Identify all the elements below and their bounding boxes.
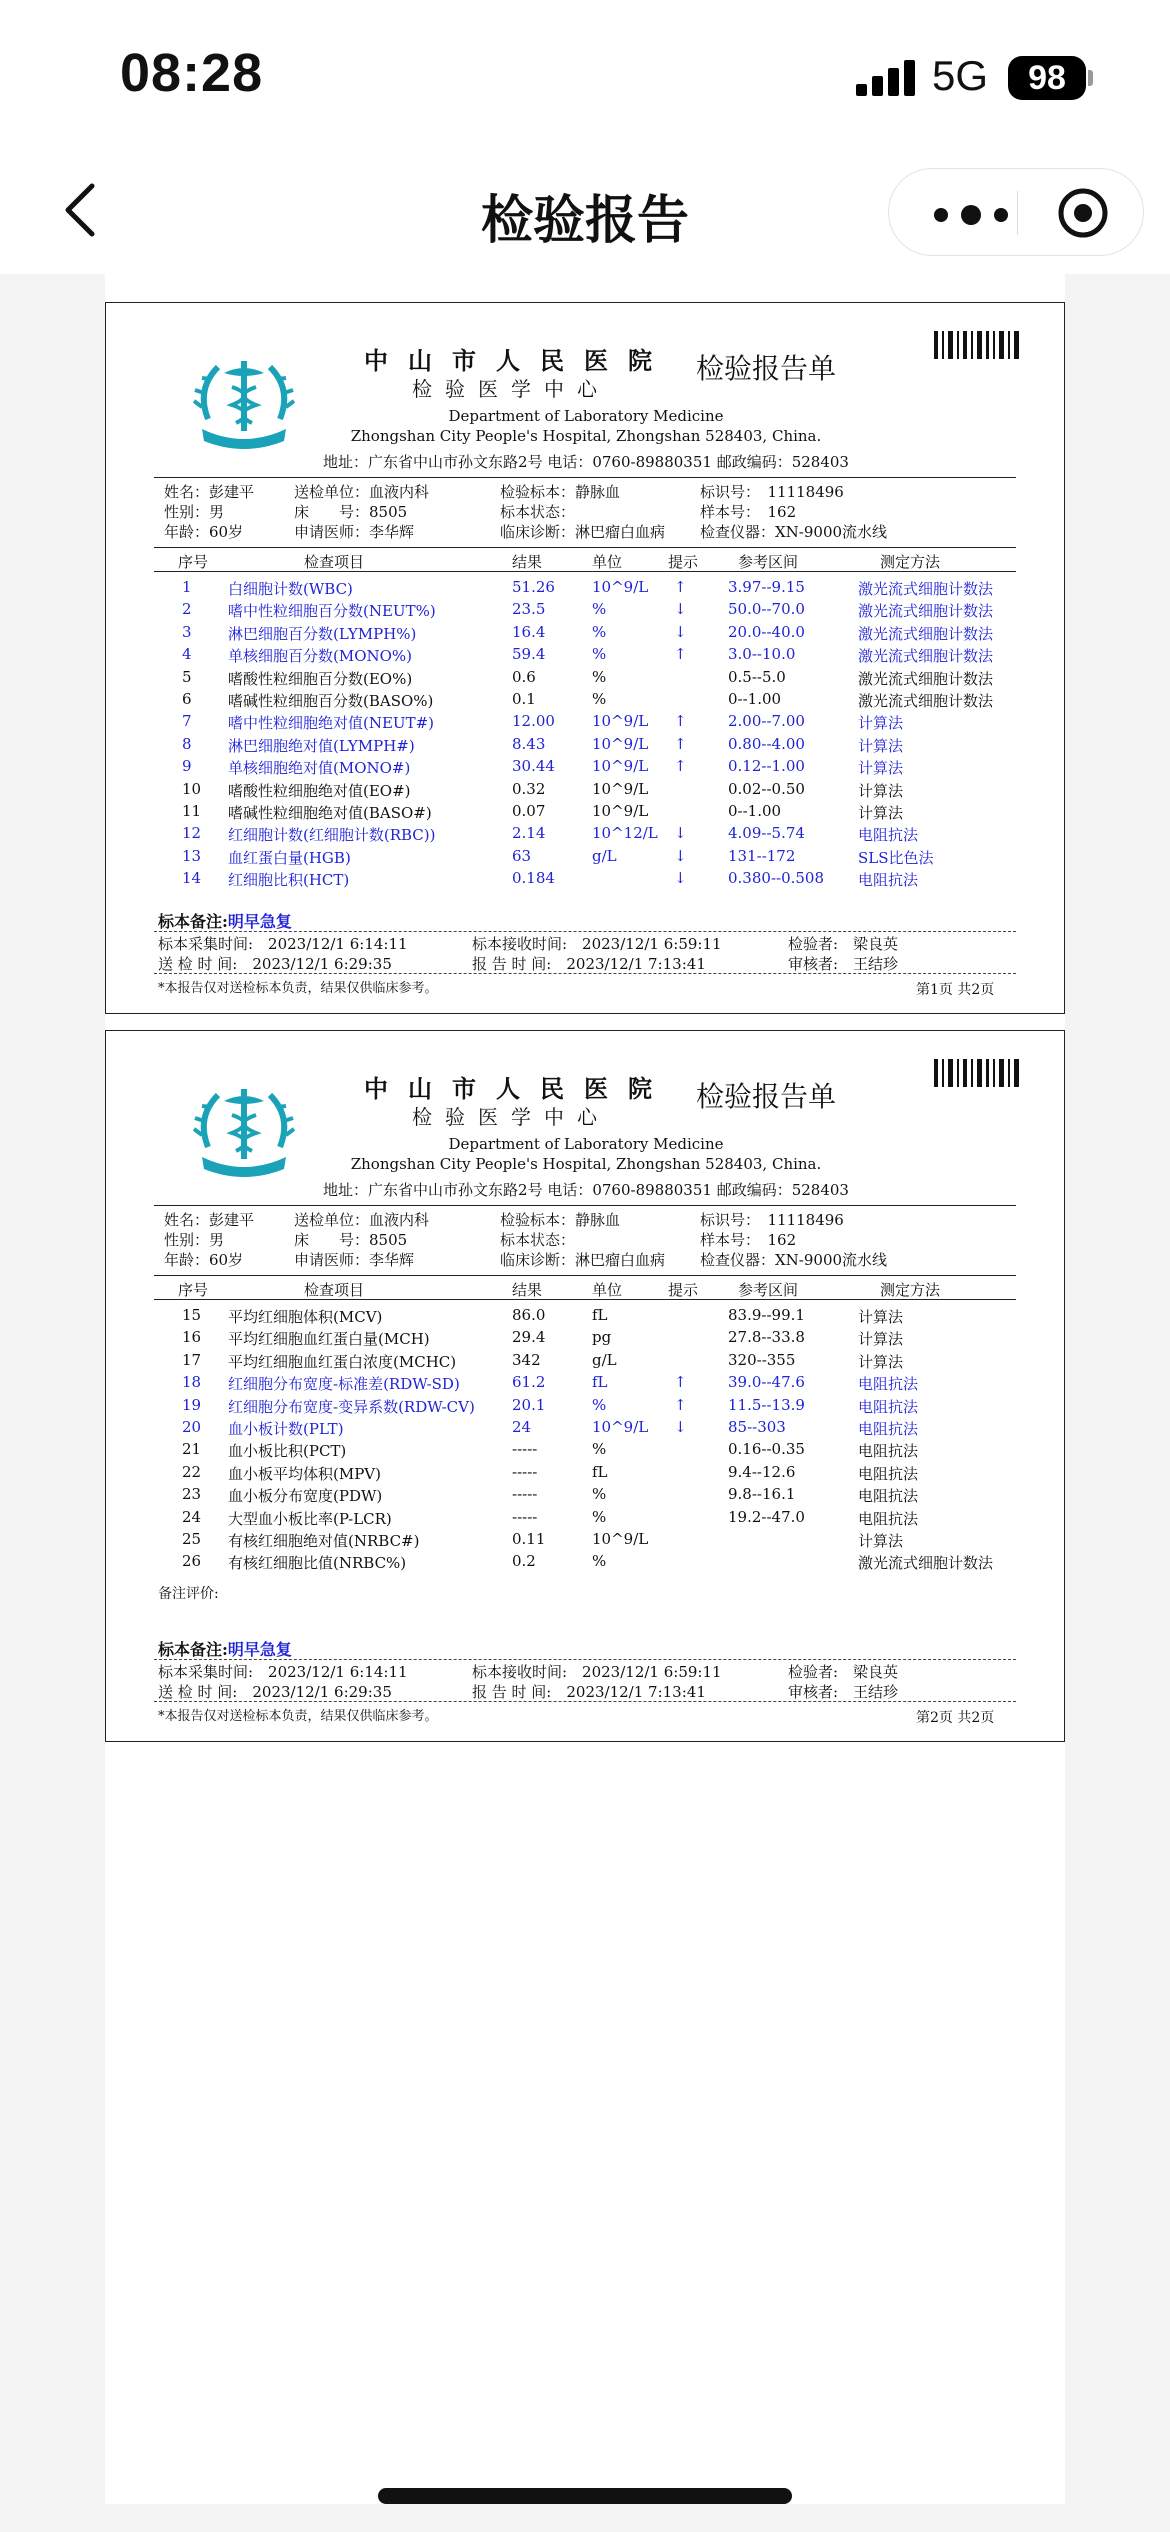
patient-name: 姓名：彭建平 [164, 483, 255, 501]
report-page-1 [105, 302, 1065, 1014]
row-unit: 10^9/L [592, 779, 649, 798]
battery-icon: 98 [1008, 56, 1086, 100]
table-row [106, 1373, 1066, 1395]
home-indicator [378, 2488, 792, 2504]
row-unit: % [592, 1485, 607, 1504]
row-item: 有核红细胞绝对值(NRBC#) [228, 1532, 420, 1550]
row-result: ----- [512, 1507, 538, 1526]
row-range: 19.2--47.0 [728, 1507, 805, 1526]
table-row [106, 1463, 1066, 1485]
table-row [106, 623, 1066, 645]
collect-time: 标本采集时间: 2023/12/1 6:14:11 [158, 935, 408, 953]
page-number: 第2页 共2页 [916, 1710, 995, 1726]
row-item: 平均红细胞血红蛋白量(MCH) [228, 1330, 430, 1349]
row-range: 0--1.00 [728, 690, 782, 708]
row-flag: ↑ [674, 734, 687, 753]
row-item: 单核细胞百分数(MONO%) [228, 647, 413, 666]
row-item: 平均红细胞体积(MCV) [228, 1308, 383, 1326]
divider [154, 547, 1016, 548]
close-target-icon[interactable] [1057, 187, 1109, 239]
table-row [106, 869, 1066, 891]
specimen-type: 检验标本：静脉血 [500, 483, 621, 501]
col-no: 序号 [178, 1281, 209, 1299]
table-row [106, 1328, 1066, 1350]
row-unit: % [592, 645, 607, 664]
row-flag: ↓ [674, 869, 687, 888]
row-item: 红细胞比积(HCT) [228, 871, 350, 890]
row-flag: ↑ [674, 645, 687, 664]
row-no: 24 [182, 1507, 202, 1526]
report-title: 检验报告单 [696, 1080, 837, 1113]
row-flag: ↓ [674, 846, 687, 865]
row-method: 电阻抗法 [858, 1420, 919, 1438]
reviewer: 审核者: 王结珍 [788, 955, 899, 973]
table-row [106, 1306, 1066, 1328]
id-number: 标识号： 11118496 [700, 1211, 844, 1229]
row-item: 血小板平均体积(MPV) [228, 1464, 381, 1483]
table-row [106, 735, 1066, 757]
row-no: 16 [182, 1328, 202, 1347]
row-method: SLS比色法 [858, 848, 934, 867]
specimen-remark: 标本备注:明早急复 [158, 1640, 292, 1659]
row-flag: ↑ [674, 1373, 687, 1392]
sample-number: 样本号： 162 [700, 503, 797, 521]
row-result: 59.4 [512, 645, 546, 664]
row-no: 26 [182, 1552, 202, 1571]
specimen-state: 标本状态： [500, 1231, 576, 1249]
row-method: 电阻抗法 [858, 1442, 919, 1461]
row-item: 单核细胞绝对值(MONO#) [228, 759, 411, 778]
dept-english: Department of Laboratory Medicine [448, 1135, 724, 1153]
requesting-doctor: 申请医师：李华辉 [294, 1251, 415, 1269]
col-item: 检查项目 [304, 1281, 365, 1299]
row-no: 14 [182, 869, 202, 888]
row-no: 20 [182, 1418, 202, 1436]
row-unit: % [592, 1440, 607, 1459]
row-method: 电阻抗法 [858, 1464, 919, 1483]
row-no: 12 [182, 824, 202, 843]
row-method: 电阻抗法 [858, 826, 919, 845]
collect-time: 标本采集时间: 2023/12/1 6:14:11 [158, 1663, 408, 1681]
row-result: ----- [512, 1440, 538, 1459]
table-row [106, 847, 1066, 869]
row-range: 50.0--70.0 [728, 600, 805, 619]
clinical-diagnosis: 临床诊断：淋巴瘤白血病 [500, 1251, 666, 1269]
row-flag: ↓ [674, 622, 687, 641]
row-no: 17 [182, 1350, 202, 1369]
row-result: ----- [512, 1462, 538, 1481]
page-title: 检验报告 [480, 191, 689, 251]
row-unit: % [592, 1507, 607, 1526]
row-range: 0.16--0.35 [728, 1440, 805, 1459]
row-unit: pg [592, 1328, 612, 1347]
row-result: 2.14 [512, 824, 546, 843]
row-unit: 10^9/L [592, 1530, 649, 1548]
hospital-english: Zhongshan City People's Hospital, Zhongshan 528403, China. [350, 427, 822, 445]
table-row [106, 690, 1066, 712]
row-item: 嗜中性粒细胞百分数(NEUT%) [228, 602, 436, 621]
row-method: 计算法 [858, 714, 904, 733]
row-item: 血小板计数(PLT) [228, 1420, 344, 1438]
table-row [106, 1396, 1066, 1418]
receive-time: 标本接收时间: 2023/12/1 6:59:11 [472, 935, 722, 953]
table-row [106, 1530, 1066, 1552]
row-result: 51.26 [512, 578, 555, 596]
row-range: 3.97--9.15 [728, 578, 805, 596]
disclaimer: *本报告仅对送检标本负责，结果仅供临床参考。 [158, 981, 438, 996]
report-title: 检验报告单 [696, 352, 837, 385]
row-no: 23 [182, 1485, 202, 1504]
hospital-address: 地址：广东省中山市孙文东路2号 电话：0760-89880351 邮政编码：528403 [323, 1181, 849, 1199]
col-range: 参考区间 [738, 1281, 799, 1299]
row-range: 39.0--47.6 [728, 1373, 805, 1392]
row-range: 0.380--0.508 [728, 869, 825, 888]
row-range: 20.0--40.0 [728, 622, 805, 641]
bed-number: 床 号：8505 [294, 1231, 408, 1249]
row-range: 4.09--5.74 [728, 824, 805, 843]
row-item: 嗜酸性粒细胞绝对值(EO#) [228, 781, 411, 800]
specimen-remark: 标本备注:明早急复 [158, 912, 292, 931]
divider [154, 1205, 1016, 1206]
row-method: 激光流式细胞计数法 [858, 647, 994, 666]
row-result: 0.6 [512, 667, 536, 686]
inspector: 检验者: 梁良英 [788, 1663, 899, 1681]
hospital-name: 中山市人民医院 [364, 1074, 672, 1103]
col-range: 参考区间 [738, 553, 799, 571]
barcode-icon [934, 331, 1022, 359]
row-no: 21 [182, 1440, 202, 1459]
row-no: 25 [182, 1530, 202, 1548]
row-flag: ↓ [674, 600, 687, 619]
row-range: 0.12--1.00 [728, 757, 805, 776]
row-unit: % [592, 690, 607, 708]
row-result: 23.5 [512, 600, 546, 619]
row-item: 嗜酸性粒细胞百分数(EO%) [228, 669, 413, 688]
status-bar [0, 0, 1170, 150]
mini-program-capsule [888, 168, 1144, 256]
row-unit: 10^9/L [592, 757, 649, 776]
report-page-2 [105, 1030, 1065, 1742]
row-range: 85--303 [728, 1418, 786, 1436]
row-flag: ↓ [674, 1418, 687, 1436]
row-method: 激光流式细胞计数法 [858, 1554, 994, 1573]
table-row [106, 1552, 1066, 1574]
row-method: 激光流式细胞计数法 [858, 624, 994, 643]
row-unit: 10^9/L [592, 802, 649, 820]
row-method: 计算法 [858, 1352, 904, 1371]
row-range: 9.8--16.1 [728, 1485, 796, 1504]
col-flag: 提示 [668, 553, 699, 571]
row-no: 7 [182, 712, 192, 731]
row-item: 平均红细胞血红蛋白浓度(MCHC) [228, 1352, 457, 1371]
cellular-signal-icon [856, 60, 916, 96]
receive-time: 标本接收时间: 2023/12/1 6:59:11 [472, 1663, 722, 1681]
row-result: 0.1 [512, 690, 536, 708]
row-result: 86.0 [512, 1306, 546, 1324]
row-no: 15 [182, 1306, 202, 1324]
row-unit: fL [592, 1306, 608, 1324]
row-no: 1 [182, 578, 192, 596]
row-result: ----- [512, 1485, 538, 1504]
barcode-icon [934, 1059, 1022, 1087]
row-unit: 10^12/L [592, 824, 658, 843]
row-no: 19 [182, 1395, 202, 1414]
row-result: 342 [512, 1350, 541, 1369]
col-item: 检查项目 [304, 553, 365, 571]
row-range: 27.8--33.8 [728, 1328, 805, 1347]
patient-age: 年龄：60岁 [164, 1251, 244, 1269]
row-method: 计算法 [858, 1532, 904, 1550]
row-no: 5 [182, 667, 192, 686]
sending-dept: 送检单位：血液内科 [294, 1211, 430, 1229]
row-no: 6 [182, 690, 192, 708]
capsule-divider [1017, 191, 1018, 235]
row-method: 计算法 [858, 1330, 904, 1349]
row-range: 11.5--13.9 [728, 1395, 805, 1414]
lab-center-name: 检验医学中心 [412, 1105, 610, 1129]
row-method: 激光流式细胞计数法 [858, 602, 994, 621]
row-unit: % [592, 600, 607, 619]
row-range: 0.02--0.50 [728, 779, 805, 798]
row-method: 电阻抗法 [858, 1397, 919, 1416]
row-unit: fL [592, 1462, 608, 1481]
row-result: 16.4 [512, 622, 546, 641]
row-no: 13 [182, 846, 202, 865]
row-range: 320--355 [728, 1350, 796, 1369]
specimen-type: 检验标本：静脉血 [500, 1211, 621, 1229]
row-unit: % [592, 1552, 607, 1571]
row-item: 红细胞分布宽度-变异系数(RDW-CV) [228, 1397, 475, 1416]
comment-label: 备注评价: [158, 1586, 219, 1602]
patient-gender: 性别：男 [164, 503, 225, 521]
row-no: 9 [182, 757, 192, 776]
row-method: 计算法 [858, 736, 904, 755]
row-item: 红细胞计数(红细胞计数(RBC)) [228, 826, 436, 845]
table-row [106, 1485, 1066, 1507]
send-time: 送 检 时 间: 2023/12/1 6:29:35 [158, 1683, 392, 1701]
row-method: 计算法 [858, 1308, 904, 1326]
row-no: 22 [182, 1462, 202, 1481]
report-time: 报 告 时 间: 2023/12/1 7:13:41 [472, 1683, 706, 1701]
row-method: 电阻抗法 [858, 1375, 919, 1394]
hospital-name: 中山市人民医院 [364, 346, 672, 375]
table-row [106, 645, 1066, 667]
row-range: 9.4--12.6 [728, 1462, 796, 1481]
table-row [106, 712, 1066, 734]
row-method: 激光流式细胞计数法 [858, 580, 994, 598]
battery-tip [1088, 70, 1093, 86]
network-type: 5G [932, 52, 989, 99]
row-unit: g/L [592, 1350, 617, 1369]
table-row [106, 1508, 1066, 1530]
row-result: 0.07 [512, 802, 546, 820]
divider [154, 571, 1016, 572]
row-item: 白细胞计数(WBC) [228, 580, 353, 598]
row-result: 24 [512, 1418, 532, 1436]
row-range: 131--172 [728, 846, 796, 865]
dept-english: Department of Laboratory Medicine [448, 407, 724, 425]
row-flag: ↑ [674, 712, 687, 731]
send-time: 送 检 时 间: 2023/12/1 6:29:35 [158, 955, 392, 973]
instrument: 检查仪器：XN-9000流水线 [700, 523, 888, 541]
row-flag: ↓ [674, 824, 687, 843]
reviewer: 审核者: 王结珍 [788, 1683, 899, 1701]
requesting-doctor: 申请医师：李华辉 [294, 523, 415, 541]
table-row [106, 1418, 1066, 1440]
id-number: 标识号： 11118496 [700, 483, 844, 501]
table-row [106, 578, 1066, 600]
row-range: 0--1.00 [728, 802, 782, 820]
row-flag: ↑ [674, 1395, 687, 1414]
hospital-address: 地址：广东省中山市孙文东路2号 电话：0760-89880351 邮政编码：528403 [323, 453, 849, 471]
more-dots-icon[interactable] [929, 205, 1029, 225]
row-method: 电阻抗法 [858, 1487, 919, 1506]
row-unit: 10^9/L [592, 734, 649, 753]
col-unit: 单位 [592, 1281, 623, 1299]
col-unit: 单位 [592, 553, 623, 571]
table-row [106, 1351, 1066, 1373]
row-item: 红细胞分布宽度-标准差(RDW-SD) [228, 1375, 460, 1394]
row-method: 计算法 [858, 781, 904, 800]
row-result: 0.32 [512, 779, 546, 798]
table-row [106, 780, 1066, 802]
row-item: 血小板分布宽度(PDW) [228, 1487, 383, 1506]
row-no: 11 [182, 802, 202, 820]
table-row [106, 757, 1066, 779]
row-unit: % [592, 622, 607, 641]
instrument: 检查仪器：XN-9000流水线 [700, 1251, 888, 1269]
row-unit: 10^9/L [592, 1418, 649, 1436]
row-item: 淋巴细胞百分数(LYMPH%) [228, 624, 417, 643]
dashed-divider [154, 931, 1016, 932]
dashed-divider [154, 1701, 1016, 1702]
row-result: 0.2 [512, 1552, 536, 1571]
patient-name: 姓名：彭建平 [164, 1211, 255, 1229]
row-range: 0.5--5.0 [728, 667, 786, 686]
row-unit: 10^9/L [592, 712, 649, 731]
disclaimer: *本报告仅对送检标本负责，结果仅供临床参考。 [158, 1709, 438, 1724]
col-method: 测定方法 [880, 1281, 941, 1299]
row-method: 电阻抗法 [858, 871, 919, 890]
row-unit: % [592, 1395, 607, 1414]
col-no: 序号 [178, 553, 209, 571]
row-result: 30.44 [512, 757, 555, 776]
divider [154, 477, 1016, 478]
row-method: 激光流式细胞计数法 [858, 692, 994, 710]
row-range: 2.00--7.00 [728, 712, 805, 731]
inspector: 检验者: 梁良英 [788, 935, 899, 953]
col-result: 结果 [512, 553, 543, 571]
row-item: 嗜中性粒细胞绝对值(NEUT#) [228, 714, 434, 733]
lab-center-name: 检验医学中心 [412, 377, 610, 401]
row-item: 有核红细胞比值(NRBC%) [228, 1554, 407, 1573]
row-method: 激光流式细胞计数法 [858, 669, 994, 688]
table-row [106, 802, 1066, 824]
col-flag: 提示 [668, 1281, 699, 1299]
hospital-english: Zhongshan City People's Hospital, Zhongshan 528403, China. [350, 1155, 822, 1173]
row-no: 10 [182, 779, 202, 798]
row-item: 嗜碱性粒细胞百分数(BASO%) [228, 692, 434, 710]
row-result: 20.1 [512, 1395, 546, 1414]
row-result: 61.2 [512, 1373, 546, 1392]
row-result: 29.4 [512, 1328, 546, 1347]
table-row [106, 824, 1066, 846]
row-result: 12.00 [512, 712, 555, 731]
row-result: 0.184 [512, 869, 555, 888]
sending-dept: 送检单位：血液内科 [294, 483, 430, 501]
row-no: 3 [182, 622, 192, 641]
table-row [106, 1440, 1066, 1462]
row-no: 8 [182, 734, 192, 753]
row-no: 4 [182, 645, 192, 664]
patient-gender: 性别：男 [164, 1231, 225, 1249]
divider [154, 1275, 1016, 1276]
row-item: 血小板比积(PCT) [228, 1442, 347, 1461]
divider [154, 1299, 1016, 1300]
row-method: 电阻抗法 [858, 1509, 919, 1528]
row-flag: ↑ [674, 757, 687, 776]
table-row [106, 668, 1066, 690]
row-result: 63 [512, 846, 532, 865]
row-result: 0.11 [512, 1530, 546, 1548]
row-range: 0.80--4.00 [728, 734, 805, 753]
clinical-diagnosis: 临床诊断：淋巴瘤白血病 [500, 523, 666, 541]
row-no: 2 [182, 600, 192, 619]
row-item: 淋巴细胞绝对值(LYMPH#) [228, 736, 415, 755]
dashed-divider [154, 1659, 1016, 1660]
table-row [106, 600, 1066, 622]
row-unit: 10^9/L [592, 578, 649, 596]
col-result: 结果 [512, 1281, 543, 1299]
row-item: 血红蛋白量(HGB) [228, 848, 351, 867]
col-method: 测定方法 [880, 553, 941, 571]
specimen-state: 标本状态： [500, 503, 576, 521]
row-unit: % [592, 667, 607, 686]
row-method: 计算法 [858, 804, 904, 822]
row-unit: fL [592, 1373, 608, 1392]
sample-number: 样本号： 162 [700, 1231, 797, 1249]
row-method: 计算法 [858, 759, 904, 778]
clock: 08:28 [120, 43, 264, 103]
bed-number: 床 号：8505 [294, 503, 408, 521]
row-item: 大型血小板比率(P-LCR) [228, 1509, 392, 1528]
row-unit: g/L [592, 846, 617, 865]
row-range: 3.0--10.0 [728, 645, 796, 664]
dashed-divider [154, 973, 1016, 974]
report-time: 报 告 时 间: 2023/12/1 7:13:41 [472, 955, 706, 973]
nav-bar [0, 150, 1170, 274]
row-no: 18 [182, 1373, 202, 1392]
row-flag: ↑ [674, 578, 687, 596]
page-number: 第1页 共2页 [916, 982, 995, 998]
row-range: 83.9--99.1 [728, 1306, 805, 1324]
row-result: 8.43 [512, 734, 546, 753]
patient-age: 年龄：60岁 [164, 523, 244, 541]
row-item: 嗜碱性粒细胞绝对值(BASO#) [228, 804, 432, 822]
